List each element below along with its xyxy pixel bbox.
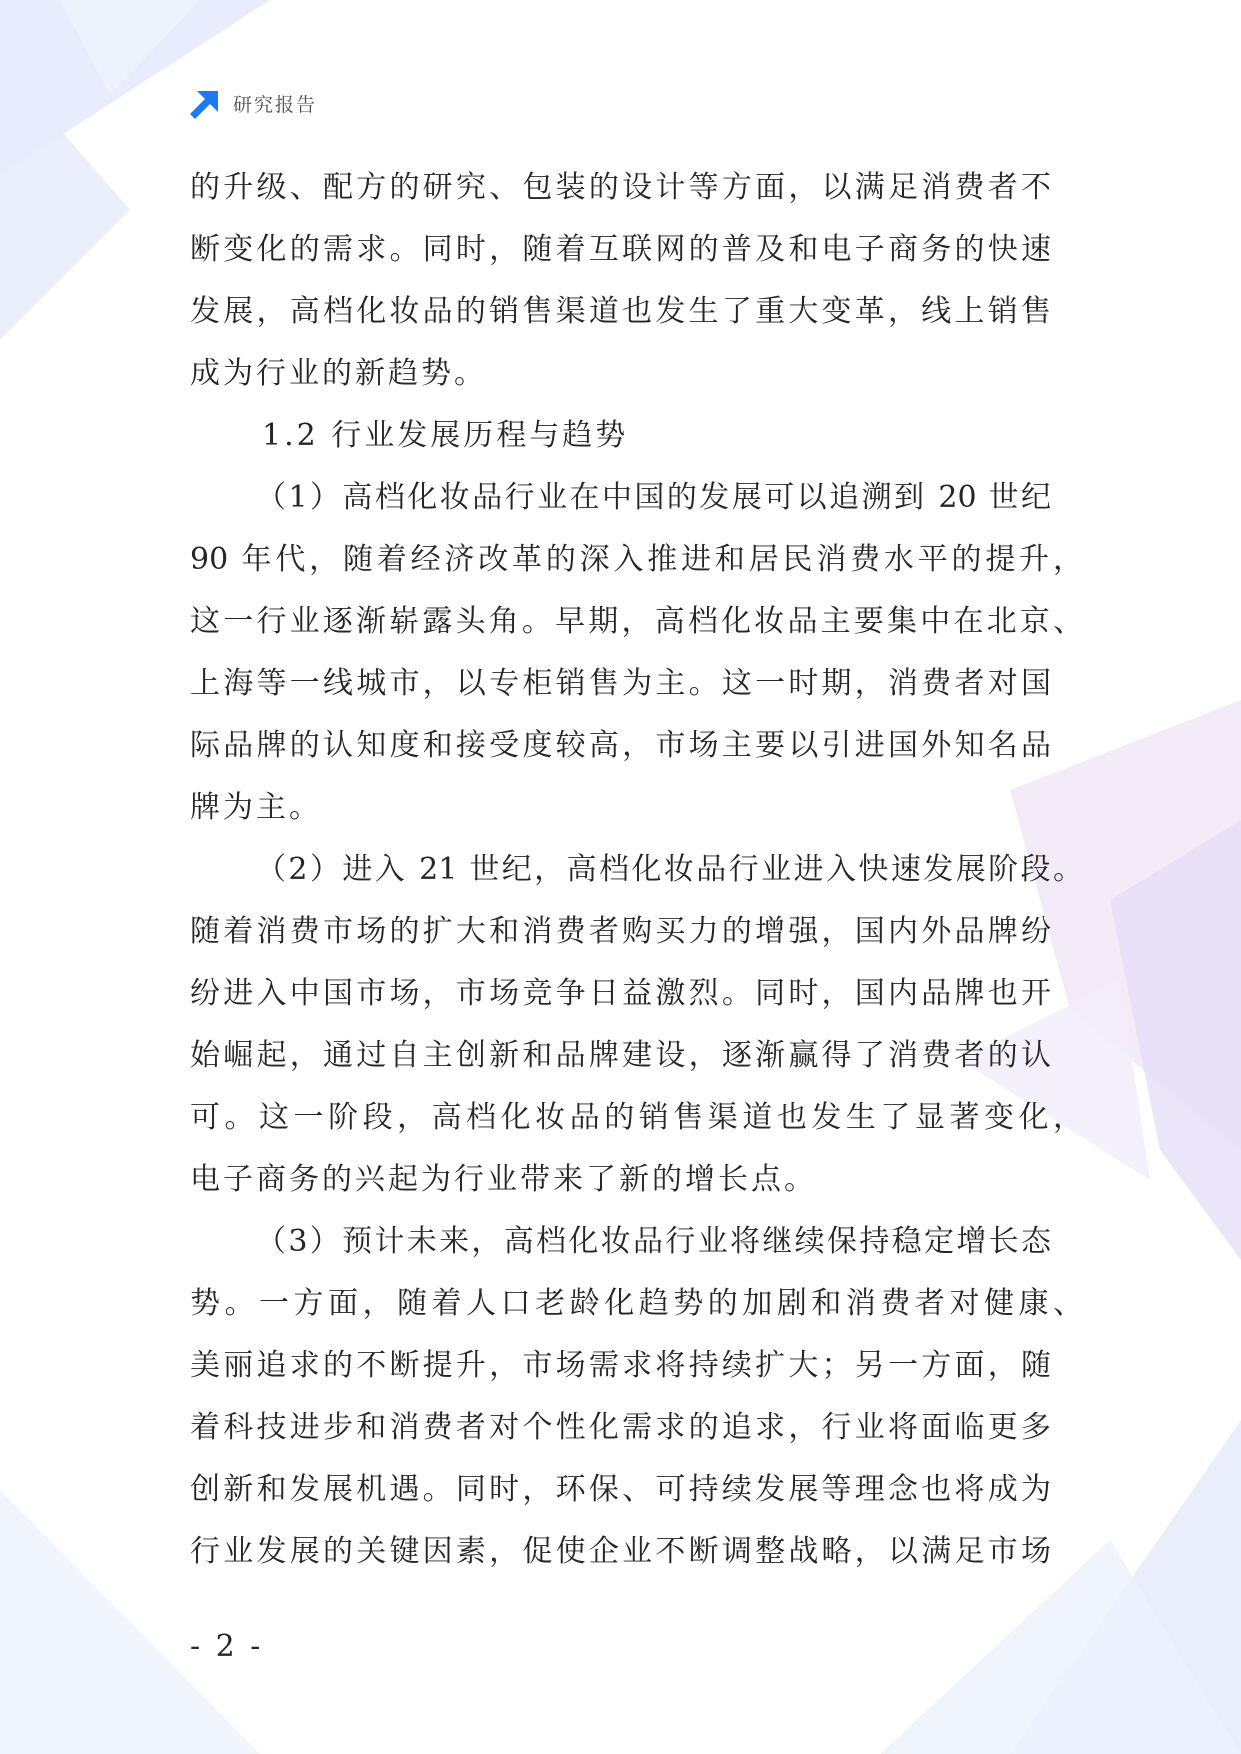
arrow-up-right-icon bbox=[188, 89, 220, 121]
text-line: 发展，高档化妆品的销售渠道也发生了重大变革，线上销售 bbox=[190, 294, 1051, 329]
text-line: 势。一方面，随着人口老龄化趋势的加剧和消费者对健康、 bbox=[190, 1286, 1083, 1321]
paragraph bbox=[190, 1211, 1083, 1583]
text-line: 90 年代，随着经济改革的深入推进和居民消费水平的提升， bbox=[190, 542, 1083, 577]
text-line: 牌为主。 bbox=[190, 790, 322, 825]
text-line: 成为行业的新趋势。 bbox=[190, 356, 487, 391]
text-line: 际品牌的认知度和接受度较高，市场主要以引进国外知名品 bbox=[190, 728, 1051, 763]
header-title: 研究报告 bbox=[233, 94, 318, 116]
text-line: 这一行业逐渐崭露头角。早期，高档化妆品主要集中在北京、 bbox=[190, 604, 1083, 639]
text-line: 创新和发展机遇。同时，环保、可持续发展等理念也将成为 bbox=[190, 1472, 1051, 1507]
text-line: 电子商务的兴起为行业带来了新的增长点。 bbox=[190, 1162, 817, 1197]
text-line: 行业发展的关键因素，促使企业不断调整战略，以满足市场 bbox=[190, 1534, 1051, 1569]
text-line: （1）高档化妆品行业在中国的发展可以追溯到 20 世纪 bbox=[256, 480, 1051, 515]
text-line: 断变化的需求。同时，随着互联网的普及和电子商务的快速 bbox=[190, 232, 1051, 267]
text-line: 着科技进步和消费者对个性化需求的追求，行业将面临更多 bbox=[190, 1410, 1051, 1445]
text-line: （3）预计未来，高档化妆品行业将继续保持稳定增长态 bbox=[256, 1224, 1051, 1259]
paragraph bbox=[190, 157, 1051, 405]
text-line: 可。这一阶段，高档化妆品的销售渠道也发生了显著变化， bbox=[190, 1100, 1083, 1135]
text-line: 纷进入中国市场，市场竞争日益激烈。同时，国内品牌也开 bbox=[190, 976, 1051, 1011]
page-number: - 2 - bbox=[190, 1629, 264, 1664]
text-line: 始崛起，通过自主创新和品牌建设，逐渐赢得了消费者的认 bbox=[190, 1038, 1051, 1073]
text-line: 随着消费市场的扩大和消费者购买力的增强，国内外品牌纷 bbox=[190, 914, 1051, 949]
text-line: （2）进入 21 世纪，高档化妆品行业进入快速发展阶段。 bbox=[256, 852, 1083, 887]
text-line: 上海等一线城市，以专柜销售为主。这一时期，消费者对国 bbox=[190, 666, 1051, 701]
paragraph bbox=[190, 467, 1083, 839]
text-line: 的升级、配方的研究、包装的设计等方面，以满足消费者不 bbox=[190, 170, 1051, 205]
paragraph bbox=[190, 839, 1083, 1211]
text-line: 美丽追求的不断提升，市场需求将持续扩大；另一方面，随 bbox=[190, 1348, 1051, 1383]
document-body bbox=[190, 157, 1083, 1583]
section-heading: 1.2 行业发展历程与趋势 bbox=[262, 418, 629, 453]
